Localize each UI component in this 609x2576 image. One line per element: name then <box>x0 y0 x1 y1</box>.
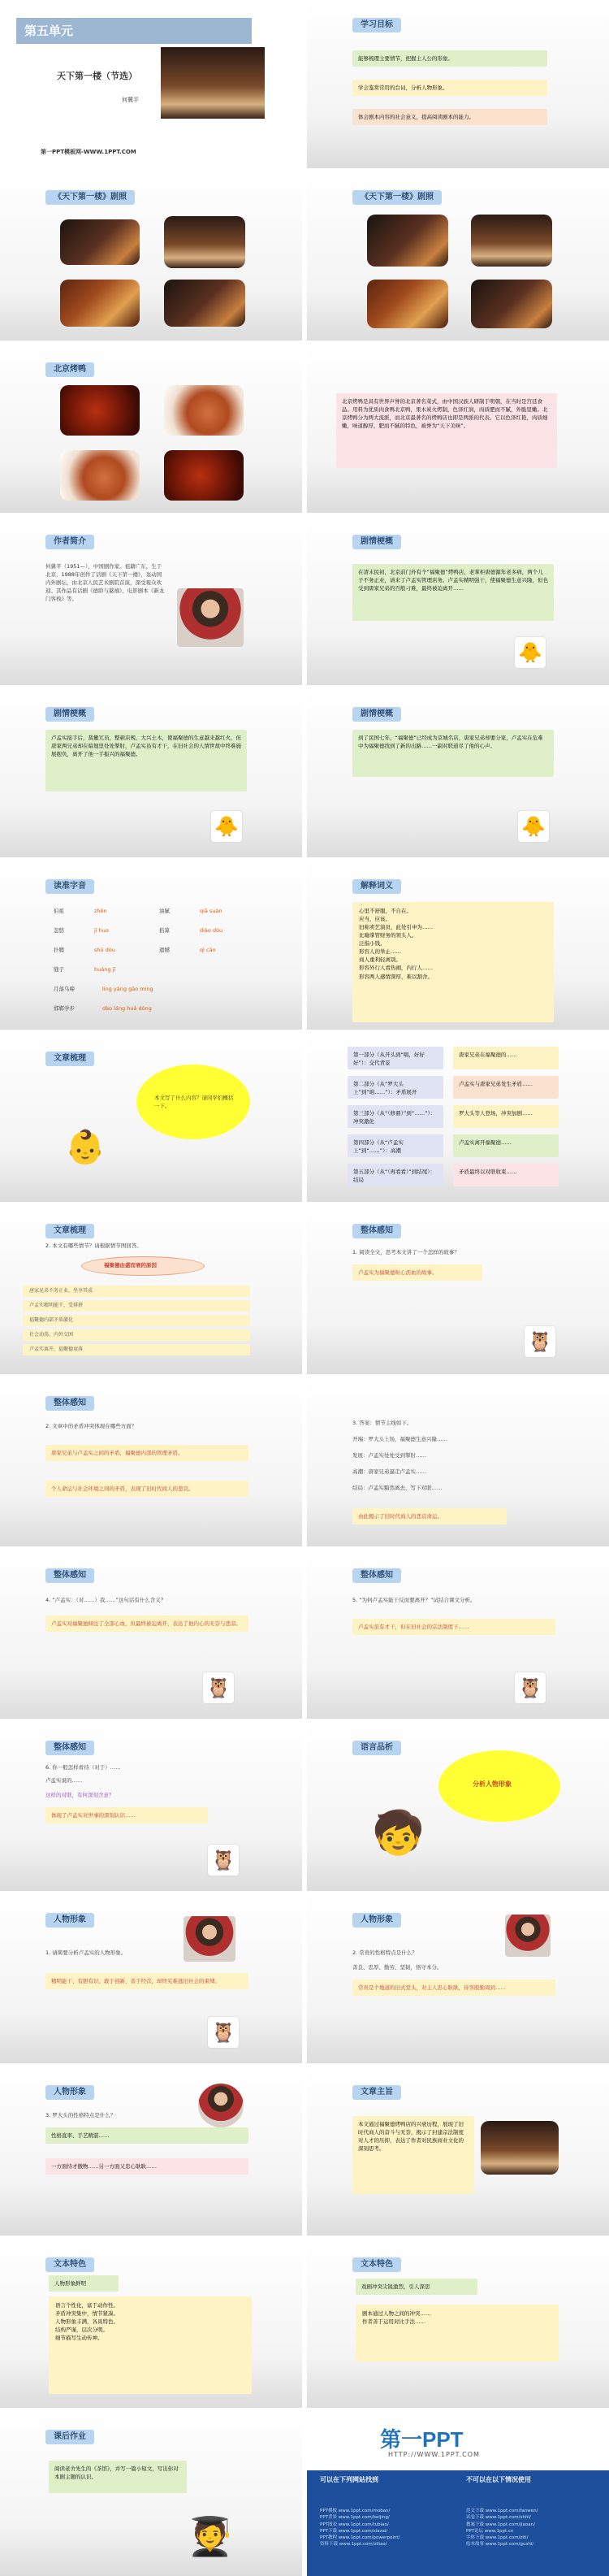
vocab-pinyin: dào láng huā dòng <box>102 1005 152 1012</box>
link-list-left <box>320 2508 400 2548</box>
vocab-word: 忽悠 <box>54 927 64 934</box>
meaning-item: 旧称卖艺演员，此处引申为…… <box>359 924 433 931</box>
question-text: 5. “为何卢孟实能干反而要离开？”试结合课文分析。 <box>352 1597 476 1603</box>
feature-list <box>49 2296 252 2394</box>
slide-title-pill: 课后作业 <box>45 2430 94 2444</box>
slide-title-pill: 整体感知 <box>352 1568 401 1583</box>
bubble-text: 分析人物形象 <box>473 1780 512 1788</box>
character-photo <box>505 1915 551 1957</box>
question-text: 6. 你一般怎样看待（对于）…… <box>45 1764 121 1771</box>
question-text: 2. 文章中的矛盾冲突体现在哪些方面？ <box>45 1423 137 1429</box>
meaning-item: 心里不舒服，不自在。 <box>359 908 412 914</box>
feature-item: 结构严谨，层次分明。 <box>55 2327 108 2334</box>
slide-title[interactable] <box>0 0 302 168</box>
vocab-pinyin: jī huo <box>94 927 109 934</box>
meaning-item: 形容人的举止…… <box>359 948 401 956</box>
resource-link[interactable]: PPT教程 www.1ppt.com/powerpoint/ <box>320 2535 400 2540</box>
slide-title-pill: 整体感知 <box>45 1396 94 1411</box>
highlight-question: 这样的对联，有何深刻含意？ <box>45 1792 114 1798</box>
slide-title-pill: 文本特色 <box>45 2257 94 2272</box>
slide-pronunciation[interactable] <box>0 861 302 1030</box>
feature-list <box>356 2305 559 2361</box>
end-logo: 第一PPT <box>380 2427 464 2452</box>
vocab-word: 邯郸学步 <box>54 1005 75 1012</box>
resource-link[interactable]: PPT模板 www.1ppt.com/moban/ <box>320 2509 391 2513</box>
feature-subtitle: 戏剧冲突尖锐激烈，引人深思 <box>356 2279 477 2295</box>
resource-link[interactable]: 绘本故事 www.1ppt.com/gushi/ <box>466 2542 534 2548</box>
vocab-word: 伯祖 <box>54 908 64 914</box>
slide-character-1[interactable] <box>0 1895 302 2063</box>
resource-link[interactable]: 资料下载 www.1ppt.com/ziliao/ <box>320 2542 387 2548</box>
answer-box: 体现了卢孟实对世事的深刻认识…… <box>45 1807 208 1824</box>
slide-character-2[interactable] <box>307 1895 609 2063</box>
slide-title-pill: 北京烤鸭 <box>45 362 94 377</box>
vocab-pinyin: ling yàng gāo ming <box>102 986 153 992</box>
slide-overview-3[interactable] <box>307 1378 609 1546</box>
answer-line: 高潮：唐家兄弟逼走卢孟实…… <box>352 1468 426 1475</box>
author-photo <box>177 588 244 647</box>
slide-title-pill: 整体感知 <box>45 1741 94 1755</box>
answer-line: 发展：卢孟实处处受到掣肘…… <box>352 1452 426 1459</box>
meaning-item: 比喻掌管财务的领头人。 <box>359 932 417 939</box>
meaning-item: 应当，应该。 <box>359 916 391 923</box>
answer-box: 唐家兄弟与卢孟实之间的矛盾，福聚德内部的管理矛盾。 <box>45 1445 248 1461</box>
slide-theme[interactable] <box>307 2067 609 2236</box>
meaning-item: 形容两人感情深厚，难以割舍。 <box>359 973 433 980</box>
plot-text: 在清末民初，北京前门外有个“福聚德”烤鸭店，老掌柜唐德源年老多病，两个儿子不务正业，请来了卢孟实管理店务。卢孟实精明强干，使福聚德生意兴隆，但也受到唐家兄弟的百般刁难，最终被迫离开…… <box>352 564 554 621</box>
slide-goals[interactable] <box>307 0 609 168</box>
oval-text: 福聚德由盛而衰的原因 <box>104 1262 157 1268</box>
meaning-item: 商人重利轻离别。 <box>359 956 401 964</box>
resource-link[interactable]: PPT下载 www.1ppt.com/xiazai/ <box>320 2528 388 2534</box>
answer-box: 卢孟实对福聚德倾注了全部心血，但最终被迫离开，表达了他内心的无奈与悲凉。 <box>45 1615 248 1632</box>
slide-title-pill: 学习目标 <box>352 18 401 33</box>
resource-link[interactable]: 范文下载 www.1ppt.com/fanwen/ <box>466 2509 538 2513</box>
slide-title-pill: 读准字音 <box>45 879 94 894</box>
slide-title-pill: 文本特色 <box>352 2257 401 2272</box>
question-text: 4. “卢孟实：（对……）我……”这句话有什么含义？ <box>45 1597 166 1603</box>
lesson-title: 天下第一楼（节选） <box>57 71 137 81</box>
resource-link[interactable]: 试卷下载 www.1ppt.com/shiti/ <box>466 2515 531 2521</box>
slide-feature-1[interactable] <box>0 2240 302 2408</box>
vocab-pinyin: qì cān <box>200 947 216 953</box>
resource-link[interactable]: PPT背景 www.1ppt.com/beijing/ <box>320 2515 390 2521</box>
homework-text: 阅读老舍先生的《茶馆》，并写一篇小短文，写出你对本剧主题的认识。 <box>49 2461 187 2493</box>
end-site[interactable]: HTTP://WWW.1PPT.COM <box>388 2451 480 2458</box>
owl-icon: 🦉 <box>525 1326 555 1357</box>
slide-title-pill: 《天下第一楼》剧照 <box>45 190 135 205</box>
slide-structure-3[interactable] <box>0 1206 302 1374</box>
slide-feature-2[interactable] <box>307 2240 609 2408</box>
answer-line: 3. 答案：情节主线如下。 <box>352 1420 412 1426</box>
theme-text: 本文通过福聚德烤鸭店的兴衰历程，展现了旧时代商人的奋斗与无奈，揭示了封建宗法制度对人才的压抑，表达了作者对民族商业文化的深刻思考。 <box>352 2116 474 2194</box>
cartoon-kid-icon: 👶 <box>65 1129 106 1166</box>
chick-icon: 🐥 <box>515 637 546 668</box>
slide-roast-duck[interactable] <box>0 345 302 513</box>
vocab-word: 掐算 <box>159 927 170 934</box>
structure-right-5: 矛盾最终以对联收束…… <box>453 1164 559 1186</box>
slide-stills-2[interactable] <box>307 172 609 340</box>
slide-overview-1[interactable] <box>307 1206 609 1374</box>
end-col1-title: 可以在下列网站找到 <box>320 2476 378 2483</box>
reason-row: 唐家兄弟不务正业，坐享其成 <box>23 1286 250 1297</box>
structure-right-2: 卢孟实与唐家兄弟发生矛盾…… <box>453 1076 559 1099</box>
slide-title-pill: 整体感知 <box>352 1224 401 1238</box>
site-link[interactable]: 第一PPT模板网-WWW.1PPT.COM <box>41 149 136 155</box>
vocab-pinyin: huáng jī <box>94 966 116 973</box>
feature-item: 语言个性化，富于动作性。 <box>55 2302 119 2309</box>
reason-row: 卢孟实离开，福聚德衰落 <box>23 1344 250 1355</box>
answer-box: 常贵是个地道的旧式堂头，对主人忠心耿耿，待客殷勤周到…… <box>352 1980 555 1996</box>
stage-photo <box>60 219 140 265</box>
slide-overview-2[interactable] <box>0 1378 302 1546</box>
answer-line: 善良、忠厚、勤劳、坚韧，恪守本分。 <box>352 1964 443 1971</box>
resource-link[interactable]: 教案下载 www.1ppt.com/jiaoan/ <box>466 2522 535 2527</box>
goal-3: 体会剧本内容的社会意义，提高阅读剧本的能力。 <box>352 109 547 125</box>
slide-homework[interactable] <box>0 2412 302 2576</box>
reason-row: 福聚德内部矛盾激化 <box>23 1315 250 1326</box>
duck-photo <box>164 450 244 501</box>
answer-box: 个人命运与社会环境之间的矛盾，表现了旧时代商人的悲哀。 <box>45 1481 248 1497</box>
feature-item: 矛盾冲突集中，情节紧凑。 <box>55 2310 119 2318</box>
answer-box: 精明能干、有胆有识、敢于创新、善于经营，却终究难逃旧社会的束缚。 <box>45 1973 248 1989</box>
slide-plot-3[interactable] <box>307 689 609 857</box>
slide-end[interactable] <box>307 2412 609 2576</box>
stage-photo <box>367 280 448 328</box>
answer-line: 开端：罗大头上场，福聚德生意兴隆…… <box>352 1436 447 1442</box>
cartoon-reader-icon: 🧑‍🎓 <box>187 2514 234 2558</box>
end-col2-title: 不可以在以下情况使用 <box>466 2476 531 2483</box>
owl-icon: 🦉 <box>208 1845 239 1876</box>
slide-title-pill: 人物形象 <box>352 1913 401 1928</box>
vocab-word: 扑腾 <box>54 947 64 953</box>
feature-subtitle: 人物形象鲜明 <box>49 2275 119 2292</box>
resource-link[interactable]: 字体下载 www.1ppt.com/ziti/ <box>466 2535 529 2540</box>
unit-banner: 第五单元 <box>16 18 252 44</box>
resource-link[interactable]: PPT图表 www.1ppt.com/tubiao/ <box>320 2522 389 2527</box>
plot-text: 卢孟实接手后，裁撤冗员，整顿店规，大兴土木，使福聚德的生意越来越红火，但唐家两兄弟却在暗地里处处掣肘，卢孟实虽有才干，在旧社会的人情世故中终难施展抱负，离开了他一手振兴的福聚德。 <box>45 730 247 791</box>
vocab-pinyin: diào dòu <box>200 927 223 934</box>
meaning-list <box>352 902 554 1022</box>
structure-left-4: 第四部分（从“卢孟实上”到“……”）：高潮 <box>348 1134 443 1157</box>
slide-character-3[interactable] <box>0 2067 302 2236</box>
slide-title-pill: 剧情梗概 <box>45 707 94 722</box>
slide-title-pill: 文章梳理 <box>45 1224 94 1238</box>
slide-structure-1[interactable] <box>0 1034 302 1202</box>
slide-language[interactable] <box>307 1723 609 1891</box>
slide-structure-2[interactable] <box>307 1034 609 1202</box>
character-photo <box>198 2084 244 2127</box>
question-text: 1. 阅读全文，思考本文讲了一个怎样的故事？ <box>352 1249 460 1255</box>
stage-photo <box>60 280 140 327</box>
slide-title-pill: 整体感知 <box>45 1568 94 1583</box>
stage-photo <box>481 2121 559 2175</box>
slide-title-pill: 《天下第一楼》剧照 <box>352 190 442 205</box>
slide-title-pill: 解释词义 <box>352 879 401 894</box>
chick-icon: 🐥 <box>518 811 549 842</box>
vocab-word: 遗憾 <box>159 947 170 953</box>
slide-stills-1[interactable] <box>0 172 302 340</box>
slide-title-pill: 语言品析 <box>352 1741 401 1755</box>
structure-right-1: 唐家兄弟在福聚德的…… <box>453 1047 559 1069</box>
plot-text: 到了民国七年，“福聚德”已经成为京城名店，唐家兄弟却要分家，卢孟实在危难中为福聚德找到了新的出路……一副对联道尽了他的心声。 <box>352 730 554 777</box>
slide-title-pill: 人物形象 <box>45 2085 94 2100</box>
bubble-text: 本文写了什么内容？请同学们概括一下。 <box>154 1095 234 1110</box>
structure-right-4: 卢孟实离开福聚德…… <box>453 1134 559 1157</box>
resource-link[interactable]: PPT论坛 www.1ppt.cn <box>466 2528 514 2534</box>
slide-overview-4[interactable] <box>0 1550 302 1719</box>
vocab-pinyin: shū dòu <box>94 947 115 953</box>
structure-left-3: 第三部分（从“（修鼎）”到“……”）：冲突激化 <box>348 1105 443 1128</box>
stage-photo <box>164 216 245 268</box>
vocab-word: 缝子 <box>54 966 64 973</box>
stage-photo <box>161 47 265 119</box>
slide-roast-text[interactable] <box>307 345 609 513</box>
duck-photo <box>60 450 140 501</box>
feature-item: 细节描写生动传神。 <box>55 2335 103 2342</box>
meaning-item: 形容外行人看热闹，内行人…… <box>359 965 433 972</box>
structure-right-3: 罗大头等人登场，冲突加剧…… <box>453 1105 559 1128</box>
meaning-item: 泛指小钱。 <box>359 940 386 948</box>
structure-left-2: 第二部分（从“罗大头上”到“咱……”）：矛盾展开 <box>348 1076 443 1099</box>
slide-plot-2[interactable] <box>0 689 302 857</box>
cartoon-kid-icon: 🧒 <box>372 1809 425 1858</box>
owl-icon: 🦉 <box>515 1672 546 1703</box>
owl-icon: 🦉 <box>208 2017 239 2048</box>
chick-icon: 🐥 <box>211 811 242 842</box>
vocab-word: 月落乌啼 <box>54 986 75 992</box>
slide-title-pill: 作者简介 <box>45 535 94 549</box>
duck-photo <box>164 385 244 436</box>
author-name: 何冀平 <box>122 97 139 103</box>
question-text: 2. 本文有哪些情节？请根据情节图回答。 <box>45 1242 142 1249</box>
reason-row: 社会动荡，内外交困 <box>23 1329 250 1341</box>
feature-item: 剧本通过人物之间的冲突…… <box>362 2310 431 2317</box>
question-text: 2. 常贵的性格特点是什么？ <box>352 1949 417 1956</box>
slide-title-pill: 文章梳理 <box>45 1052 94 1066</box>
duck-photo <box>60 385 140 436</box>
stage-photo <box>367 215 448 267</box>
slide-title-pill: 人物形象 <box>45 1913 94 1928</box>
owl-icon: 🦉 <box>203 1672 234 1703</box>
goal-2: 学会鉴赏常用的台词，分析人物形象。 <box>352 80 547 96</box>
feature-item: 人物形象丰满，各具特色。 <box>55 2318 119 2326</box>
answer-box: 性格直率、手艺精湛…… <box>45 2127 248 2144</box>
slide-overview-6[interactable] <box>0 1723 302 1891</box>
structure-left-5: 第五部分（从“（再看看）”到结尾）：结局 <box>348 1164 443 1186</box>
feature-item: 作者善于运用对比手法…… <box>362 2318 425 2326</box>
answer-box: 卢孟实虽有才干，但在旧社会的宗法制度下…… <box>352 1619 555 1635</box>
answer-box: 卢孟实为福聚德呕心沥血的故事。 <box>352 1264 482 1281</box>
answer-line: 结局：卢孟实黯然离去，写下对联…… <box>352 1485 443 1491</box>
answer-box: 一方面恃才傲物……另一方面又忠心耿耿…… <box>45 2158 248 2175</box>
answer-line: 卢孟实说的…… <box>45 1777 83 1784</box>
reason-row: 卢孟实精明能干，受排挤 <box>23 1300 250 1312</box>
stage-photo <box>164 280 245 327</box>
vocab-pinyin: zhēn <box>94 908 107 914</box>
end-footer <box>307 2470 609 2576</box>
goal-1: 能够梳理主要情节，把握主人公的形象。 <box>352 50 547 67</box>
stage-photo <box>471 280 552 328</box>
vocab-word: 油腻 <box>159 908 170 914</box>
highlight-box: 由此揭示了旧时代商人的悲哀命运。 <box>352 1508 507 1524</box>
slide-word-meaning[interactable] <box>307 861 609 1030</box>
structure-left-1: 第一部分（从开头到“唱，好好好”）：交代背景 <box>348 1047 443 1069</box>
slide-author[interactable] <box>0 517 302 685</box>
question-text: 3. 罗大头的性格特点是什么？ <box>45 2112 116 2118</box>
slide-title-pill: 文章主旨 <box>352 2085 401 2100</box>
link-list-right <box>466 2508 538 2548</box>
roast-text: 北京烤鸭是具有世界声誉的北京著名菜式，由中国汉族人研制于明朝，在当时是宫廷食品。用料为优质肉食鸭北京鸭，果木炭火烤制，色泽红润，肉质肥而不腻，外脆里嫩。北京烤鸭分为两大流派，而北京最著名的烤鸭店也即是两派的代表。它以色泽红艳，肉质细嫩，味道醇厚，肥而不腻的特色，被誉为“天下美味”。 <box>336 393 557 468</box>
author-bio: 何冀平（1951—），中国剧作家。祖籍广东，生于北京，1988年创作了话剧《天下第一楼》，轰动国内外剧坛，由北京人民艺术剧院首演，深受观众欢迎。其作品有话剧《德龄与慈禧》，电影剧本《新龙门客栈》等。 <box>45 563 165 603</box>
slide-plot-1[interactable] <box>307 517 609 685</box>
character-photo <box>184 1916 235 1962</box>
slide-title-pill: 剧情梗概 <box>352 707 401 722</box>
question-text: 1. 请简要分析卢孟实的人物形象。 <box>45 1949 127 1956</box>
slide-overview-5[interactable] <box>307 1550 609 1719</box>
vocab-pinyin: qiā suàn <box>200 908 222 914</box>
slide-title-pill: 剧情梗概 <box>352 535 401 549</box>
stage-photo <box>471 215 552 267</box>
